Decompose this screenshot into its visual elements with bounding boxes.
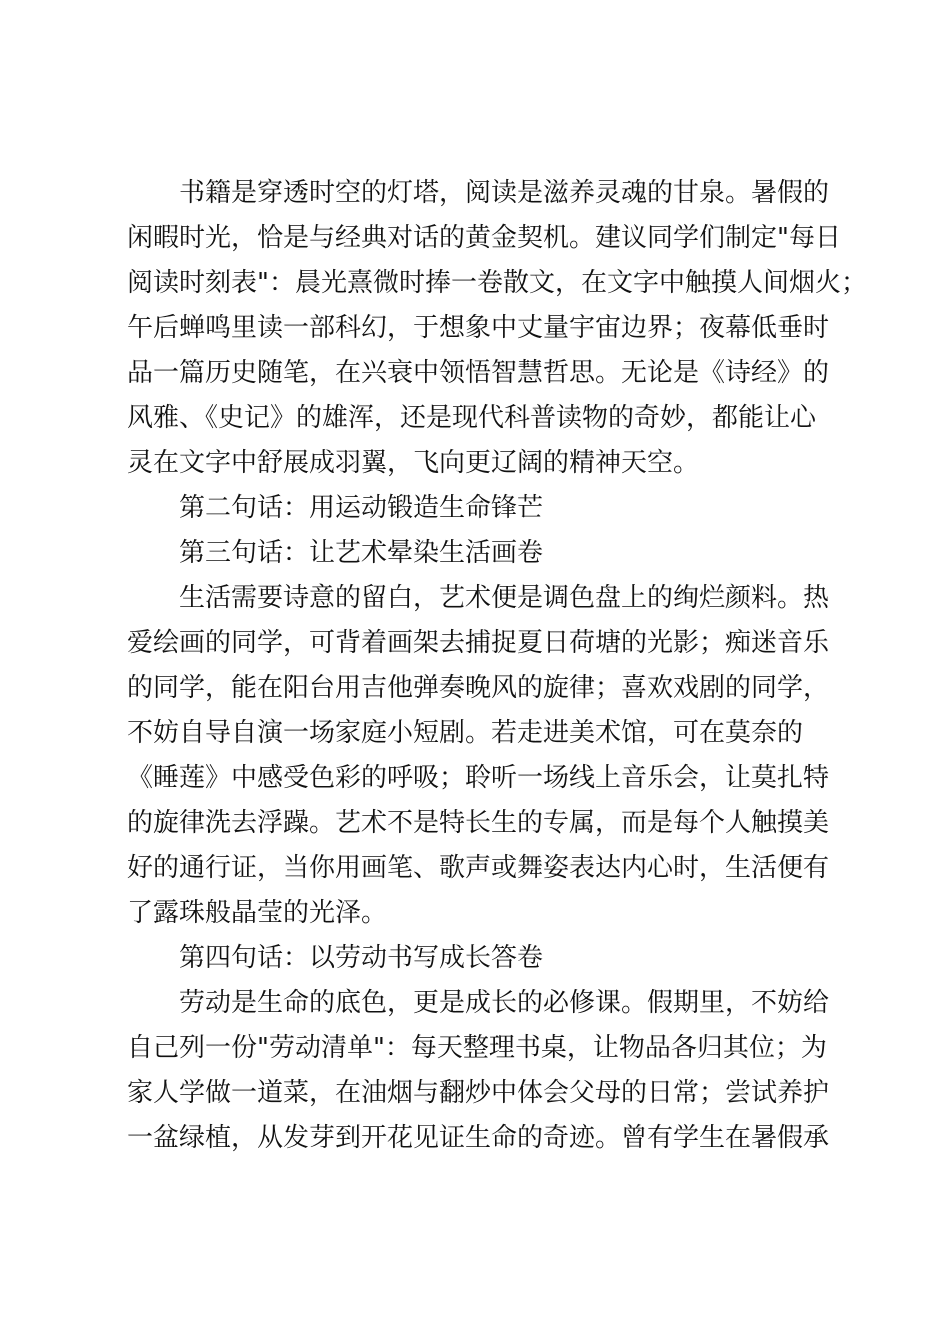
paragraph-line: 爱绘画的同学，可背着画架去捕捉夏日荷塘的光影；痴迷音乐 xyxy=(127,628,830,658)
paragraph-line: 风雅、《史记》的雄浑，还是现代科普读物的奇妙，都能让心 xyxy=(127,403,817,433)
paragraph-line: 一盆绿植，从发芽到开花见证生命的奇迹。曾有学生在暑假承 xyxy=(127,1123,830,1153)
paragraph-line: 家人学做一道菜，在油烟与翻炒中体会父母的日常；尝试养护 xyxy=(127,1078,830,1108)
paragraph-line: 品一篇历史随笔，在兴衰中领悟智慧哲思。无论是《诗经》的 xyxy=(127,358,830,388)
paragraph-line: 生活需要诗意的留白，艺术便是调色盘上的绚烂颜料。热 xyxy=(179,583,830,613)
paragraph-line: 自己列一份"劳动清单"：每天整理书桌，让物品各归其位；为 xyxy=(127,1033,827,1063)
paragraph-line: 书籍是穿透时空的灯塔，阅读是滋养灵魂的甘泉。暑假的 xyxy=(179,178,830,208)
paragraph-line: 了露珠般晶莹的光泽。 xyxy=(127,898,388,928)
section-heading: 第二句话：用运动锻造生命锋芒 xyxy=(179,493,544,523)
paragraph-line: 好的通行证，当你用画笔、歌声或舞姿表达内心时，生活便有 xyxy=(127,853,830,883)
paragraph-line: 午后蝉鸣里读一部科幻，于想象中丈量宇宙边界；夜幕低垂时 xyxy=(127,313,830,343)
paragraph-line: 《睡莲》中感受色彩的呼吸；聆听一场线上音乐会，让莫扎特 xyxy=(127,763,830,793)
section-heading-4 xyxy=(127,936,833,981)
section-heading: 第四句话：以劳动书写成长答卷 xyxy=(179,943,544,973)
paragraph-line: 劳动是生命的底色，更是成长的必修课。假期里，不妨给 xyxy=(179,988,830,1018)
paragraph-labor xyxy=(127,981,833,1161)
paragraph-line: 阅读时刻表"：晨光熹微时捧一卷散文，在文字中触摸人间烟火； xyxy=(127,268,867,298)
paragraph-line: 不妨自导自演一场家庭小短剧。若走进美术馆，可在莫奈的 xyxy=(127,718,804,748)
section-heading-2 xyxy=(127,486,833,531)
paragraph-line: 灵在文字中舒展成羽翼，飞向更辽阔的精神天空。 xyxy=(127,448,700,478)
document-body xyxy=(127,171,867,1161)
paragraph-reading xyxy=(127,171,867,486)
paragraph-line: 闲暇时光，恰是与经典对话的黄金契机。建议同学们制定"每日 xyxy=(127,223,841,253)
section-heading-3 xyxy=(127,531,833,576)
paragraph-line: 的旋律洗去浮躁。艺术不是特长生的专属，而是每个人触摸美 xyxy=(127,808,830,838)
paragraph-art xyxy=(127,576,833,936)
section-heading: 第三句话：让艺术晕染生活画卷 xyxy=(179,538,544,568)
paragraph-line: 的同学，能在阳台用吉他弹奏晚风的旋律；喜欢戏剧的同学， xyxy=(127,673,830,703)
